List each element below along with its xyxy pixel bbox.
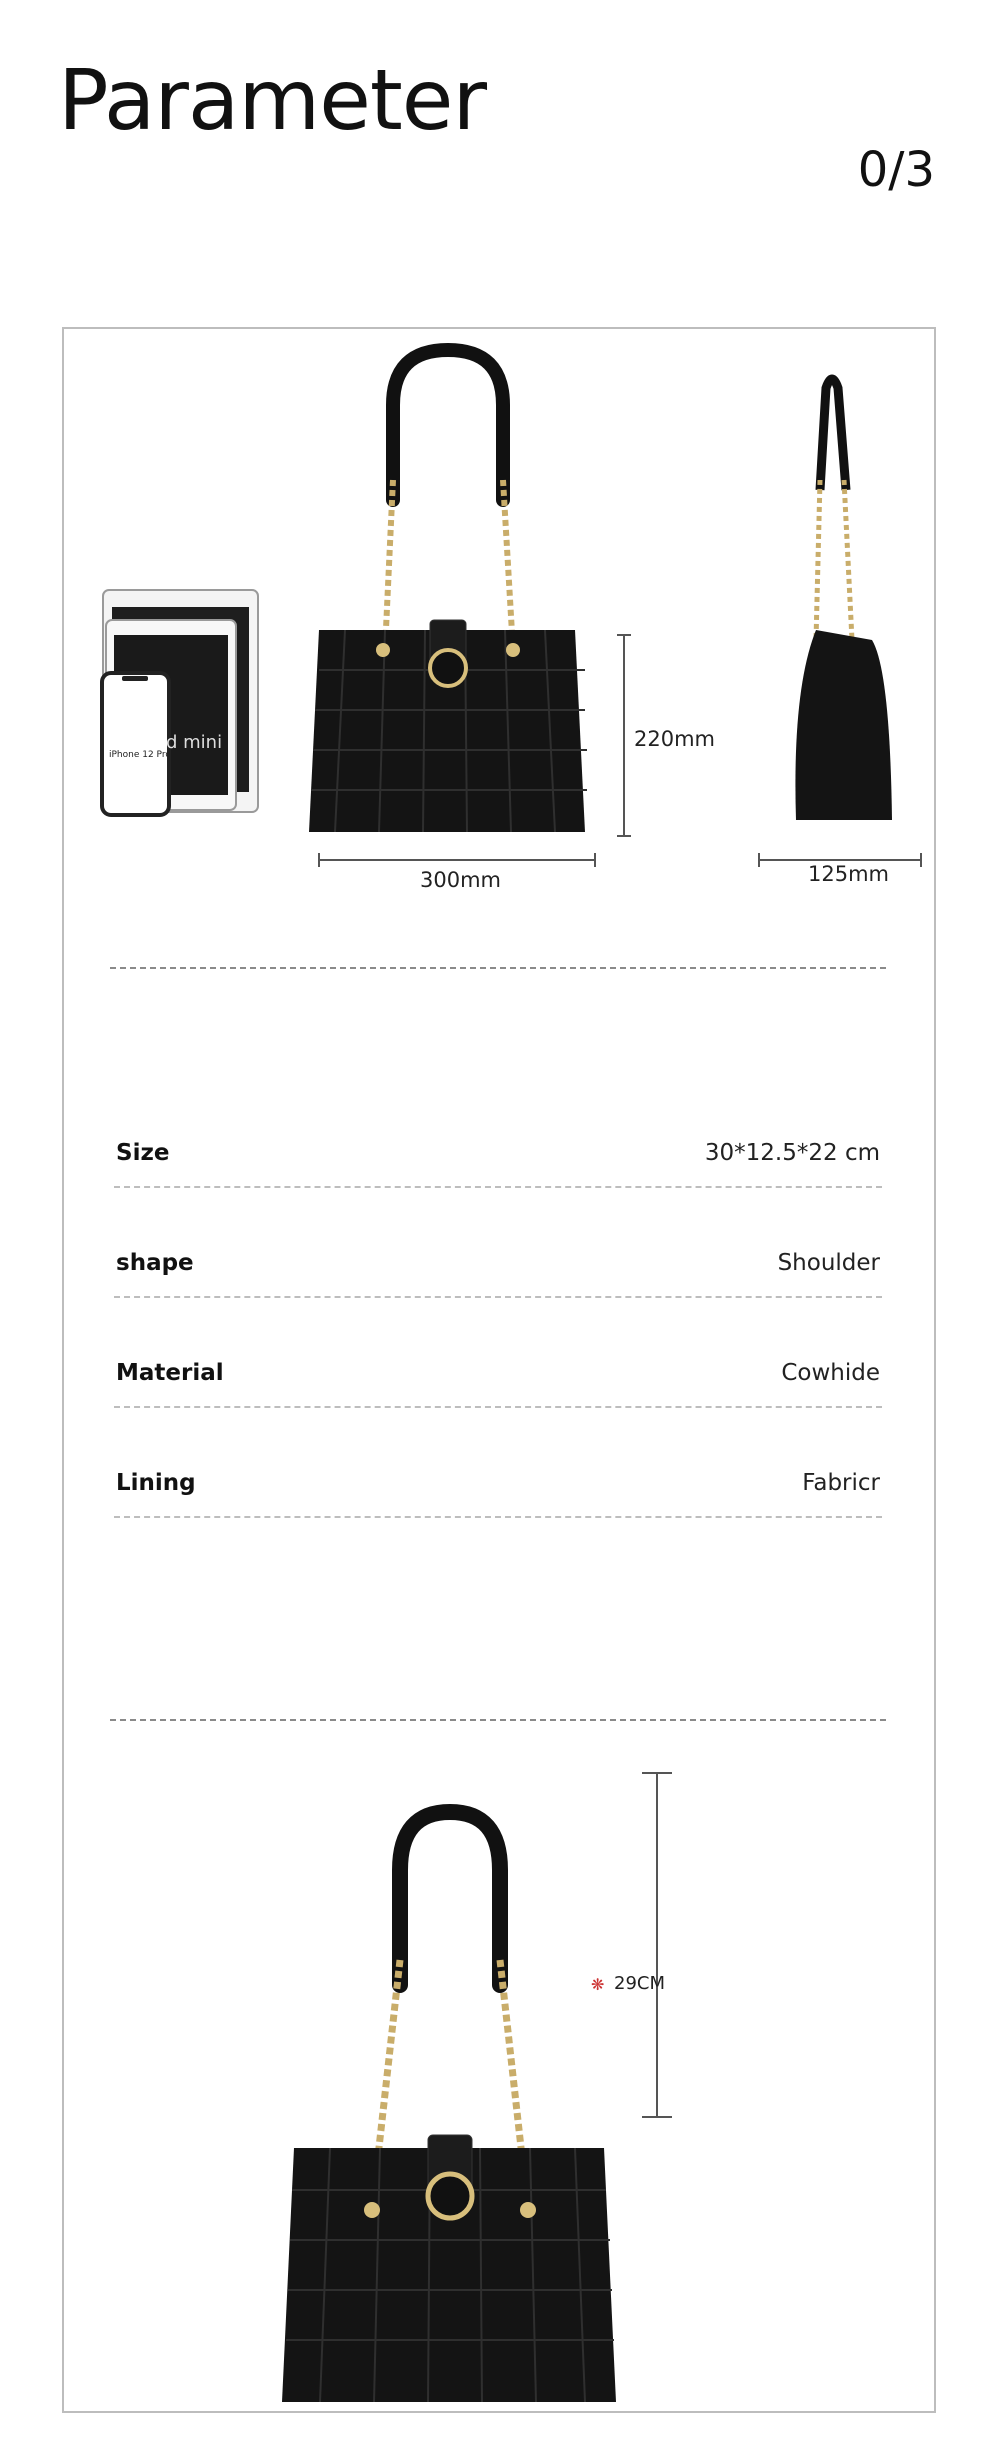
- height-label: 220mm: [634, 727, 715, 751]
- width-dimension-line: [317, 853, 597, 867]
- device-comparison-illustration: [100, 585, 270, 820]
- ipad-label: d mini: [166, 732, 223, 753]
- spec-label: Size: [116, 1140, 170, 1166]
- spec-row-size: [114, 1126, 882, 1188]
- spec-value: Cowhide: [781, 1360, 880, 1386]
- bag-front-image: [305, 350, 595, 840]
- image-counter: 0/3: [857, 142, 935, 198]
- spec-label: Lining: [116, 1470, 196, 1496]
- iphone-label: iPhone 12 Pro: [109, 750, 171, 760]
- page-title: Parameter: [58, 51, 487, 149]
- total-height-dimension-line: [642, 1770, 672, 2120]
- spec-label: Material: [116, 1360, 224, 1386]
- depth-label: 125mm: [808, 862, 889, 886]
- spec-value: Shoulder: [777, 1250, 880, 1276]
- spec-row-lining: [114, 1456, 882, 1518]
- section-divider: [110, 967, 886, 969]
- bag-total-height-image: [280, 1810, 630, 2410]
- total-height-label: 29CM: [614, 1973, 666, 1994]
- bag-side-image: [780, 370, 920, 840]
- spec-row-material: [114, 1346, 882, 1408]
- spec-row-shape: [114, 1236, 882, 1298]
- height-dimension-line: [617, 633, 631, 838]
- section-divider: [110, 1719, 886, 1721]
- spec-value: 30*12.5*22 cm: [704, 1140, 880, 1166]
- total-height-marker-icon: ❋: [591, 1975, 605, 1994]
- width-label: 300mm: [420, 868, 501, 892]
- spec-label: shape: [116, 1250, 194, 1276]
- spec-value: Fabricr: [802, 1470, 880, 1496]
